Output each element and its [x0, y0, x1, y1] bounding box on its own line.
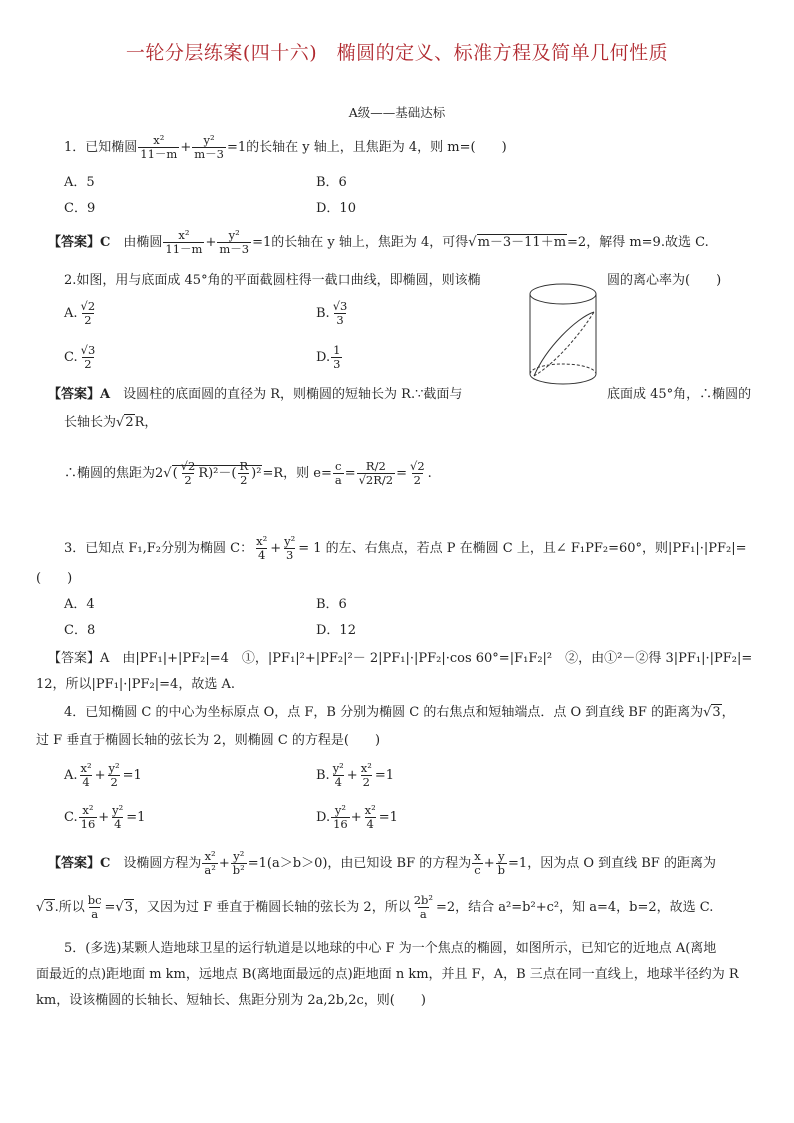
q4-option-a: A. $\frac{\text{x²}}{4}$ + $\frac{\text{y²}}{2}$ =1: [64, 761, 142, 789]
section-heading: A级——基础达标: [348, 105, 446, 120]
q5-stem-line1: 5．(多选)某颗人造地球卫星的运行轨道是以地球的中心 F 为一个焦点的椭圆，如图所示，已知它的近地点 A(离地: [64, 941, 717, 956]
q3-option-b: B．6: [316, 597, 347, 612]
q2-stem-cont: 圆的离心率为( ): [607, 273, 722, 288]
q1-option-c: C．9: [64, 201, 96, 216]
q4-option-c: C. $\frac{\text{x²}}{16}$ + $\frac{\text{y²}}{4}$ =1: [64, 803, 146, 831]
q4-stem-cont: 过 F 垂直于椭圆长轴的弦长为 2，则椭圆 C 的方程是( ): [36, 733, 381, 748]
q2-option-a: A. $\frac{√2}{2}$: [64, 299, 96, 327]
q2-answer-line3: ∴椭圆的焦距为2√( $\frac{√2}{2}$ R)²－( $\frac{R}{2}$ )²=R，则 e= $\frac{c}{a}$ = $\frac{R/2}{√2R/2}$ = $\frac{√2}{2}$ .: [64, 459, 432, 487]
q4-answer: 【答案】C 设椭圆方程为 $\frac{\text{x²}}{\text{a²}}$ + $\frac{\text{y²}}{\text{b²}}$ =1(a＞b＞0)，由已知设 BF 的方程为 $\frac{x}{c}$ + $\frac{y}{b}$ =1，因为点 O 到直线 BF 的距离为: [48, 849, 716, 877]
q5-stem-line2: 面最近的点)距地面 m km，远地点 B(离地面最远的点)距地面 n km，并且 F，A，B 三点在同一直线上，地球半径约为 R: [36, 967, 739, 982]
q1-stem: 1．已知椭圆 $\frac{\text{x²}}{11-m}$ + $\frac{\text{y²}}{m-3}$ =1的长轴在 y 轴上，且焦距为 4，则 m=( ): [64, 133, 507, 161]
q1-option-d: D．10: [316, 201, 356, 216]
q4-option-d: D. $\frac{\text{y²}}{16}$ + $\frac{\text{x²}}{4}$ =1: [316, 803, 398, 831]
q3-stem: 3．已知点 F₁,F₂分别为椭圆 C： $\frac{\text{x²}}{4}$ + $\frac{\text{y²}}{3}$ = 1 的左、右焦点，若点 P 在椭圆 C 上，且∠ F₁PF₂=60°，则|PF₁|·|PF₂|=: [64, 534, 747, 562]
q2-stem: 2.如图，用与底面成 45°角的平面截圆柱得一截口曲线，即椭圆，则该椭: [64, 273, 481, 288]
q3-option-d: D．12: [316, 623, 356, 638]
q3-stem-cont: ( ): [36, 571, 73, 586]
page-title: 一轮分层练案(四十六) 椭圆的定义、标准方程及简单几何性质: [125, 42, 669, 64]
q3-option-c: C．8: [64, 623, 96, 638]
q4-stem: 4．已知椭圆 C 的中心为坐标原点 O，点 F，B 分别为椭圆 C 的右焦点和短轴端点．点 O 到直线 BF 的距离为√3，: [64, 705, 735, 720]
cylinder-figure: [526, 278, 600, 388]
q5-stem-line3: km，设该椭圆的长轴长、短轴长、焦距分别为 2a,2b,2c，则( ): [36, 993, 426, 1008]
q2-answer: 【答案】A 设圆柱的底面圆的直径为 R，则椭圆的短轴长为 R.∵截面与: [48, 387, 463, 402]
q2-option-d: D. $\frac{1}{3}$: [316, 343, 341, 371]
q3-answer-cont: 12，所以|PF₁|·|PF₂|=4，故选 A.: [36, 677, 235, 692]
q1-answer: 【答案】C 由椭圆 $\frac{\text{x²}}{11-m}$ + $\frac{\text{y²}}{m-3}$ =1的长轴在 y 轴上，焦距为 4，可得√m－3－11＋m=2，解得 m=9.故选 C.: [48, 228, 709, 256]
q2-option-b: B. $\frac{√3}{3}$: [316, 299, 348, 327]
q4-option-b: B. $\frac{\text{y²}}{4}$ + $\frac{\text{x²}}{2}$ =1: [316, 761, 394, 789]
q1-option-b: B．6: [316, 175, 347, 190]
q2-answer-line2: 长轴长为√2R，: [64, 415, 158, 430]
q3-answer: 【答案】A 由|PF₁|+|PF₂|=4 ①，|PF₁|²+|PF₂|²－ 2|PF₁|·|PF₂|·cos 60°=|F₁F₂|² ②，由①²－②得 3|PF₁|·|PF₂|=: [48, 651, 753, 666]
q2-option-c: C. $\frac{√3}{2}$: [64, 343, 96, 371]
q3-option-a: A．4: [64, 597, 95, 612]
q2-answer-cont: 底面成 45°角，∴椭圆的: [607, 387, 752, 402]
q1-option-a: A．5: [64, 175, 95, 190]
q4-answer-cont: √3.所以 $\frac{bc}{a}$ =√3，又因为过 F 垂直于椭圆长轴的弦长为 2，所以 $\frac{\text{2b²}}{a}$ =2，结合 a²=b²+c²，知 a=4，b=2，故选 C.: [36, 893, 714, 921]
